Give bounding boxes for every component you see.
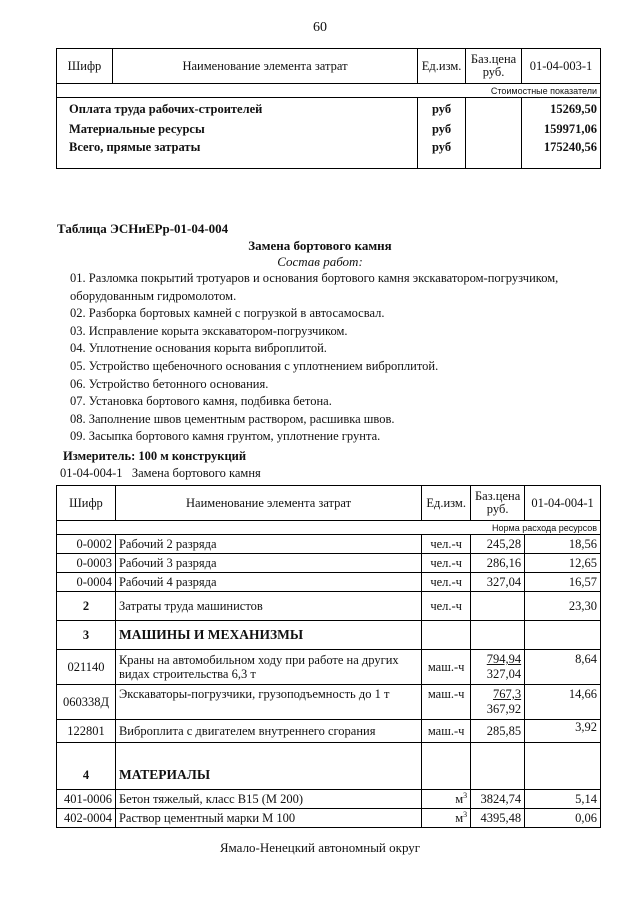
list-item: 06. Устройство бетонного основания.: [70, 376, 269, 391]
header-price: Баз.цена руб.: [466, 49, 522, 84]
table-row: 401-0006 Бетон тяжелый, класс B15 (М 200) $м^3$ 3824,74 5,14: [57, 790, 601, 809]
list-item: 09. Засыпка бортового камня грунтом, уплотнение грунта.: [70, 429, 381, 444]
header-name: Наименование элемента затрат: [115, 486, 421, 521]
measure-unit: Измеритель: 100 м конструкций: [63, 449, 247, 463]
table-row: 122801 Виброплита с двигателем внутреннего сгорания маш.-ч 285,85 3,92: [57, 720, 601, 743]
table-row: Оплата труда рабочих-строителей руб 15269,50: [57, 98, 601, 121]
header-name: Наименование элемента затрат: [112, 49, 417, 84]
table-row: 021140 Краны на автомобильном ходу при работе на других видах строительства 6,3 т маш.-ч 794,94 327,04 8,64: [57, 650, 601, 685]
table-row: Всего, прямые затраты руб 175240,56: [57, 138, 601, 156]
list-item: 07. Установка бортового камня, подбивка бетона.: [70, 394, 332, 409]
table-row: 0-0003 Рабочий 3 разряда чел.-ч 286,16 12,65: [57, 554, 601, 573]
list-item: 08. Заполнение швов цементным раствором, расшивка швов.: [70, 411, 395, 426]
code-line: 01-04-004-1 Замена бортового камня: [60, 466, 261, 480]
table-section-row: 3 МАШИНЫ И МЕХАНИЗМЫ: [57, 621, 601, 650]
table-header: [57, 49, 601, 84]
table-row: 0-0002 Рабочий 2 разряда чел.-ч 245,28 18,56: [57, 535, 601, 554]
table-section-row: 4 МАТЕРИАЛЫ: [57, 743, 601, 790]
list-item: 01. Разломка покрытий тротуаров и основания бортового камня экскаватором-погрузчиком, оборудованным гидромолотом.: [70, 271, 559, 303]
page-number: 60: [313, 20, 327, 35]
header-id: 01-04-004-1: [525, 486, 601, 521]
section-title: Замена бортового камня: [248, 238, 392, 253]
list-item: 04. Уплотнение основания корыта виброплитой.: [70, 341, 327, 356]
header-id: 01-04-003-1: [522, 49, 601, 84]
list-item: 03. Исправление корыта экскаватором-погрузчиком.: [70, 323, 348, 338]
header-code: Шифр: [57, 486, 116, 521]
table-row: 2 Затраты труда машинистов чел.-ч 23,30: [57, 592, 601, 621]
table-spacer: [57, 156, 601, 169]
header-price: Баз.цена руб.: [471, 486, 525, 521]
section-subtitle: Состав работ:: [277, 254, 363, 269]
footer: Ямало-Ненецкий автономный округ: [219, 840, 421, 855]
table-row: 402-0004 Раствор цементный марки М 100 $м^3$ 4395,48 0,06: [57, 809, 601, 828]
header-unit: Ед.изм.: [422, 486, 471, 521]
table-row: Материальные ресурсы руб 159971,06: [57, 120, 601, 138]
cost-table-1: [56, 48, 601, 169]
list-item: 05. Устройство щебеночного основания с уплотнением виброплитой.: [70, 358, 439, 373]
header-code: Шифр: [57, 49, 113, 84]
works-list: [70, 270, 590, 446]
table-label: Таблица ЭСНиЕРр-01-04-004: [57, 221, 229, 236]
table-row: 060338Д Экскаваторы-погрузчики, грузоподъемность до 1 т маш.-ч 767,3 367,92 14,66: [57, 685, 601, 720]
table-header: [57, 486, 601, 521]
list-item: 02. Разборка бортовых камней с погрузкой в автосамосвал.: [70, 306, 385, 321]
header-unit: Ед.изм.: [418, 49, 466, 84]
resource-table: [56, 485, 601, 828]
table-row: 0-0004 Рабочий 4 разряда чел.-ч 327,04 16,57: [57, 573, 601, 592]
table-subheader: Норма расхода ресурсов: [57, 521, 601, 535]
table-subheader: Стоимостные показатели: [57, 84, 601, 98]
